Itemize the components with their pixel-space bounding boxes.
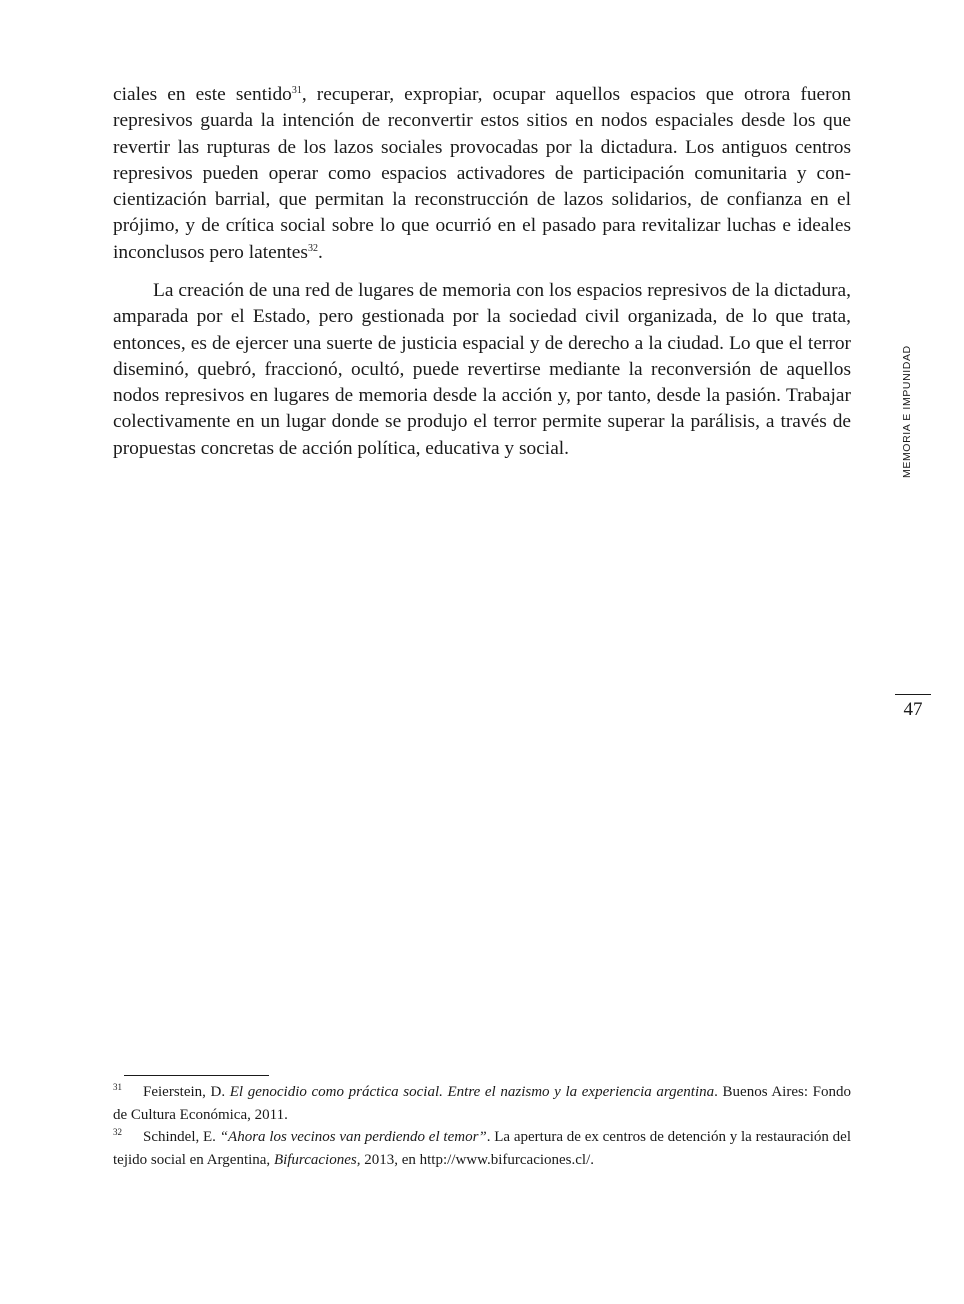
footnote-author: Schindel, E. — [143, 1129, 220, 1145]
para2-text: La creación de una red de lugares de memoria con los espacios represivos de la dictadura, amparada por el Estado, pero gestionada por la sociedad civil organizada, de lo que trata, entonces, es de ejercer una suerte de justicia espacial y de derecho a la ciudad. Lo que el terror diseminó, quebró, fraccionó, ocultó, puede revertirse mediante la reconversión de aquellos nodos represivos en lugares de memoria desde la acción y, por tanto, desde la pasión. Trabajar colectivamente en un lugar donde se produjo el terror permite superar la parálisis, a través de propuestas concretas de acción política, educativa y social. — [113, 280, 851, 459]
page-number-rule — [895, 694, 931, 695]
footnote-publication: . Buenos Aires: Fondo de Cultura Económica, 2011. — [113, 1084, 851, 1123]
para1-text-start: ciales en este sentido — [113, 84, 292, 105]
footnote-31: 31 Feierstein, D. El genocidio como práctica social. Entre el nazismo y la experiencia argentina. Buenos Aires: Fondo de Cultura Económica, 2011. — [113, 1082, 851, 1123]
footnote-separator — [124, 1075, 269, 1076]
footnote-author: Feierstein, D. — [143, 1084, 230, 1100]
body-paragraph-2 — [113, 278, 851, 462]
footnotes — [113, 1081, 851, 1171]
footnote-title: “Ahora los vecinos van perdiendo el temor” — [219, 1129, 487, 1145]
body-paragraph-1 — [113, 82, 851, 266]
para1-text-middle: , recuperar, expropiar, ocupar aquellos espacios que otrora fueron represivos guarda la intención de reconvertir estos sitios en nodos espaciales desde los que revertir las rupturas de los lazos sociales provocadas por la dictadura. Los antiguos centros represivos pueden operar como espacios activadores de participación comunitaria y concientización barrial, que permitan la reconstrucción de lazos solidarios, de confianza en el prójimo, y de crítica social sobre lo que ocurrió en el pasado para revitalizar luchas e ideales inconclusos pero latentes — [113, 84, 851, 263]
footnote-title: El genocidio como práctica social. Entre el nazismo y la experiencia argentina — [229, 1084, 715, 1100]
footnote-ref-32[interactable]: 32 — [307, 242, 318, 254]
footnote-32: 32 Schindel, E. “Ahora los vecinos van perdiendo el temor”. La apertura de ex centros de detención y la restauración del tejido social en Argentina, Bifurcaciones, 2013, en http://www.bifurcaciones.cl/. — [113, 1127, 851, 1168]
para1-text-end: . — [317, 241, 323, 263]
footnote-subtitle: . La apertura de ex centros de detención y la restauración del tejido social en Argentina, — [113, 1129, 851, 1168]
footnote-journal: Bifurcaciones, — [273, 1151, 361, 1168]
page-number: 47 — [903, 699, 923, 720]
footnote-publication: 2013, en http://www.bifurcaciones.cl/. — [360, 1151, 595, 1168]
footnote-ref-31[interactable]: 31 — [291, 85, 302, 96]
running-head: MEMORIA E IMPUNIDAD — [901, 345, 913, 479]
